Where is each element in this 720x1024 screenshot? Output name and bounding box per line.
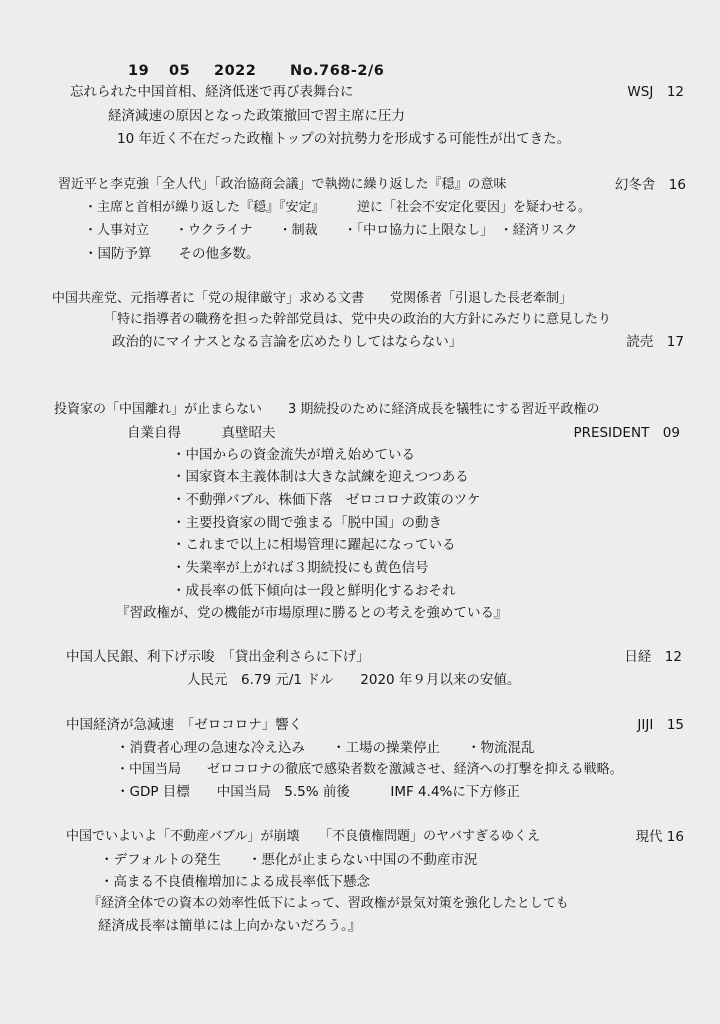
article-line: ・GDP 目標 中国当局 5.5% 前後 IMF 4.4%に下方修正 [116,784,520,800]
article-line: ・高まる不良債権増加による成長率低下懸念 [100,874,370,890]
article-line: ・人事対立 ・ウクライナ ・制裁 ・「中ロ協力に上限なし」 ・経済リスク [84,223,578,238]
article-title: 習近平と李克強「全人代」「政治協商会議」で執拗に繰り返した『穏』の意味 [58,177,507,192]
header-day: 19 [128,63,150,79]
article-line: ・消費者心理の急速な冷え込み ・工場の操業停止 ・物流混乱 [116,740,535,756]
article-title: 中国でいよいよ「不動産バブル」が崩壊 「不良債権問題」のヤバすぎるゆくえ [66,829,540,844]
article-source: 日経 12 [624,649,682,665]
article-line: 政治的にマイナスとなる言論を広めたりしてはならない」 [112,334,463,350]
article-title: 中国人民銀、利下げ示唆 「貸出金利さらに下げ」 [66,649,370,665]
article-line: 「特に指導者の職務を担った幹部党員は、党中央の政治的大方針にみだりに意見したり [104,312,612,327]
article-title: 忘れられた中国首相、経済低迷で再び表舞台に [70,84,354,100]
header-year: 2022 [214,63,257,79]
article-bullet: ・国家資本主義体制は大きな試練を迎えつつある [172,469,469,485]
article-subtitle: 自業自得 真壁昭夫 [127,425,276,441]
article-bullet: ・成長率の低下傾向は一段と鮮明化するおそれ [172,583,456,599]
article-source: JIJI 15 [637,717,684,733]
article-line: ・国防予算 その他多数。 [84,246,260,262]
article-bullet: ・失業率が上がれば３期続投にも黄色信号 [172,560,429,576]
article-line: 『経済全体での資本の効率性低下によって、習政権が景気対策を強化したとしても [88,896,569,911]
header-month: 05 [169,63,191,79]
article-bullet: ・主要投資家の間で強まる「脱中国」の動き [172,515,442,531]
article-line: ・主席と首相が繰り返した『穏』『安定』 逆に「社会不安定化要因」を疑わせる。 [84,200,592,215]
article-line: 人民元 6.79 元/1 ドル 2020 年９月以来の安値。 [187,672,521,688]
article-source: PRESIDENT 09 [573,425,680,441]
article-title: 投資家の「中国離れ」が止まらない 3 期続投のために経済成長を犠牲にする習近平政権の [54,402,600,417]
header-issue: No.768-2/6 [290,63,385,79]
article-bullet: ・中国からの資金流失が増え始めている [172,447,415,463]
article-title: 中国共産党、元指導者に「党の規律厳守」求める文書 党関係者「引退した長老牽制」 [52,291,573,306]
article-title: 中国経済が急減速 「ゼロコロナ」響く [66,717,303,733]
article-line: 経済減速の原因となった政策撤回で習主席に圧力 [108,108,405,124]
article-bullet: ・これまで以上に相場管理に躍起になっている [172,537,456,553]
article-source: 読売 17 [626,334,684,350]
article-bullet: ・不動弾バブル、株価下落 ゼロコロナ政策のツケ [172,492,481,508]
article-line: ・デフォルトの発生 ・悪化が止まらない中国の不動産市況 [100,852,478,868]
article-line: 10 年近く不在だった政権トップの対抗勢力を形成する可能性が出てきた。 [117,131,571,147]
article-quote: 『習政権が、党の機能が市場原理に勝るとの考えを強めている』 [116,605,508,621]
article-source: WSJ 12 [627,84,684,100]
article-source: 現代 16 [635,829,684,845]
article-source: 幻冬舎 16 [614,177,686,193]
article-line: ・中国当局 ゼロコロナの徹底で感染者数を激減させ、経済への打撃を抑える戦略。 [116,762,623,777]
article-line: 経済成長率は簡単には上向かないだろう。』 [98,918,362,934]
